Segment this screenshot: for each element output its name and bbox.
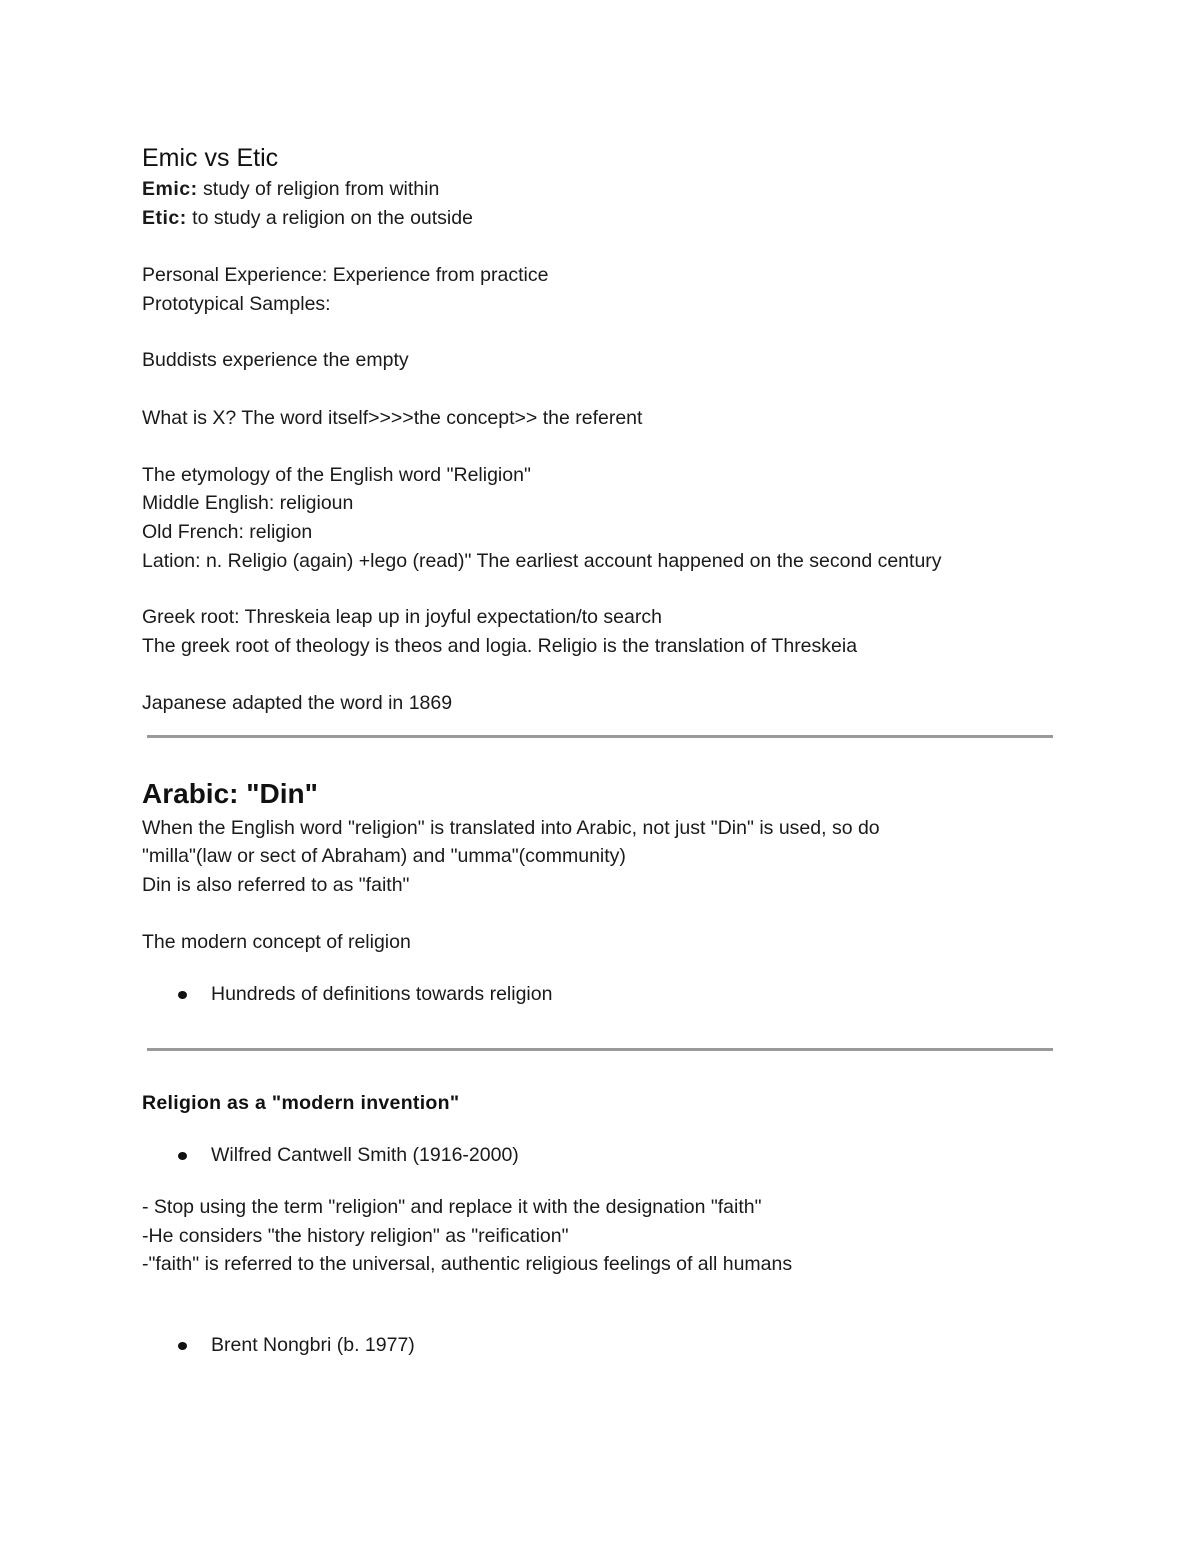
heading-modern-invention: Religion as a "modern invention": [142, 1092, 460, 1114]
list-item-definitions: Hundreds of definitions towards religion: [211, 983, 553, 1005]
old-french-line: Old French: religion: [142, 521, 313, 543]
arabic-line-2: "milla"(law or sect of Abraham) and "umma"(community): [142, 845, 626, 867]
bullet-icon: [178, 1152, 187, 1160]
modern-concept-line: The modern concept of religion: [142, 931, 411, 953]
list-item-smith: Wilfred Cantwell Smith (1916-2000): [211, 1144, 519, 1166]
latin-line: Lation: n. Religio (again) +lego (read)" The earliest account happened on the second century: [142, 550, 942, 572]
arabic-line-1: When the English word "religion" is translated into Arabic, not just "Din" is used, so do: [142, 817, 880, 839]
what-is-x-line: What is X? The word itself>>>>the concept>> the referent: [142, 407, 643, 429]
horizontal-rule-1: [147, 735, 1053, 738]
smith-line-1: - Stop using the term "religion" and replace it with the designation "faith": [142, 1196, 762, 1218]
middle-english-line: Middle English: religioun: [142, 492, 354, 514]
bullet-icon: [178, 1342, 187, 1350]
smith-line-2: -He considers "the history religion" as "reification": [142, 1225, 569, 1247]
horizontal-rule-2: [147, 1048, 1053, 1051]
heading-arabic-din: Arabic: "Din": [142, 778, 318, 809]
emic-label: Emic:: [142, 178, 198, 200]
greek-theology-line: The greek root of theology is theos and logia. Religio is the translation of Threskeia: [142, 635, 858, 657]
japanese-line: Japanese adapted the word in 1869: [142, 692, 453, 714]
arabic-line-3: Din is also referred to as "faith": [142, 874, 410, 896]
greek-root-line: Greek root: Threskeia leap up in joyful expectation/to search: [142, 606, 662, 628]
etic-text: to study a religion on the outside: [186, 207, 473, 229]
bullet-icon: [178, 991, 187, 999]
smith-line-3: -"faith" is referred to the universal, authentic religious feelings of all humans: [142, 1253, 793, 1275]
personal-experience-line: Personal Experience: Experience from practice: [142, 264, 549, 286]
etic-definition: [142, 206, 473, 230]
buddists-line: Buddists experience the empty: [142, 349, 409, 371]
emic-definition: [142, 177, 439, 201]
etymology-line: The etymology of the English word "Religion": [142, 464, 531, 486]
list-item-nongbri: Brent Nongbri (b. 1977): [211, 1334, 415, 1356]
emic-text: study of religion from within: [197, 178, 440, 200]
etic-label: Etic:: [142, 207, 187, 229]
prototypical-samples-line: Prototypical Samples:: [142, 293, 331, 315]
heading-emic-vs-etic: Emic vs Etic: [142, 144, 279, 172]
